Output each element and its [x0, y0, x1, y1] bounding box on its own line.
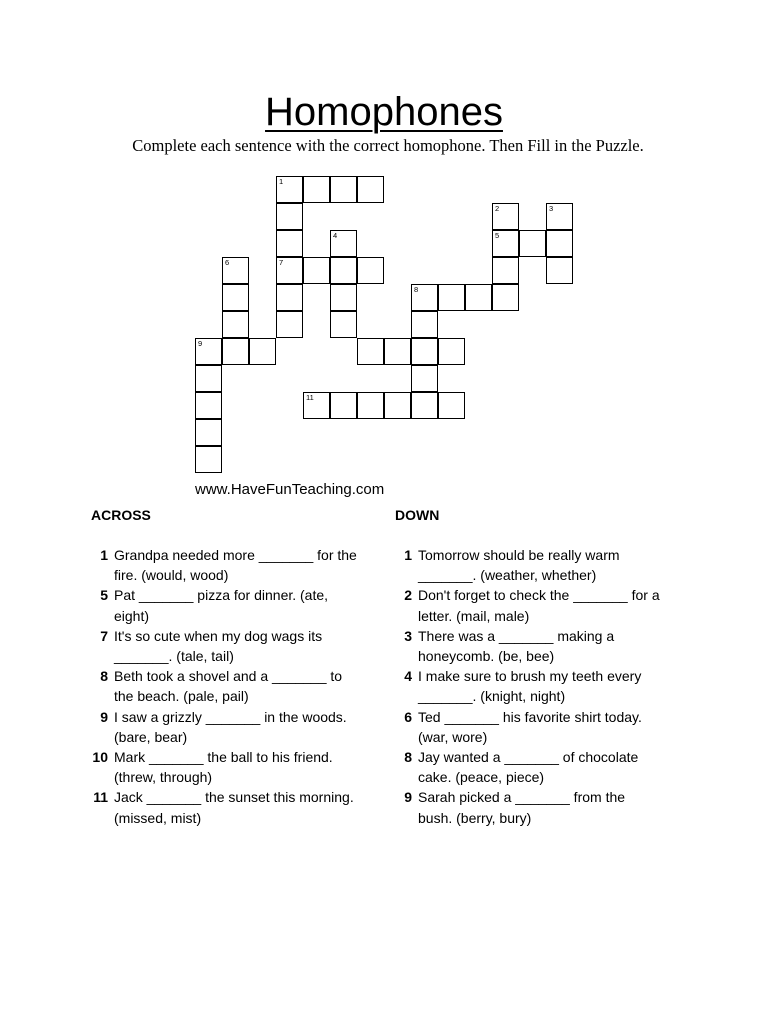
clue-text: Don't forget to check the _______ for a letter. (mail, male)	[418, 587, 660, 624]
puzzle-cell[interactable]	[195, 338, 222, 365]
across-clue-1	[88, 545, 358, 585]
puzzle-cell[interactable]	[357, 392, 384, 419]
clue-number: 2	[404, 587, 412, 604]
puzzle-cell[interactable]	[330, 311, 357, 338]
instructions: Complete each sentence with the correct homophone. Then Fill in the Puzzle.	[132, 136, 644, 155]
cell-number: 6	[225, 258, 230, 267]
puzzle-cell[interactable]	[546, 230, 573, 257]
down-clue-3	[392, 626, 662, 666]
puzzle-cell[interactable]	[357, 176, 384, 203]
puzzle-cell[interactable]	[276, 203, 303, 230]
puzzle-cell[interactable]	[357, 338, 384, 365]
cell-number: 5	[495, 231, 500, 240]
across-clue-10	[88, 747, 358, 787]
down-clue-list	[392, 545, 662, 828]
puzzle-cell[interactable]	[411, 338, 438, 365]
cell-number: 8	[414, 285, 419, 294]
puzzle-cell[interactable]	[276, 257, 303, 284]
puzzle-cell[interactable]	[411, 392, 438, 419]
puzzle-cell[interactable]	[195, 392, 222, 419]
puzzle-cell[interactable]	[411, 365, 438, 392]
clue-text: Jay wanted a _______ of chocolate cake. (peace, piece)	[418, 749, 639, 786]
puzzle-cell[interactable]	[492, 284, 519, 311]
clue-number: 9	[404, 789, 412, 806]
clue-text: Ted _______ his favorite shirt today. (war, wore)	[418, 708, 642, 745]
puzzle-cell[interactable]	[276, 176, 303, 203]
puzzle-cell[interactable]	[438, 392, 465, 419]
clue-text: Pat _______ pizza for dinner. (ate, eight)	[114, 587, 329, 624]
clue-text: Sarah picked a _______ from the bush. (berry, bury)	[418, 789, 626, 826]
across-clue-list	[88, 545, 358, 828]
puzzle-cell[interactable]	[222, 311, 249, 338]
clue-number: 10	[92, 749, 108, 766]
clue-number: 7	[100, 627, 108, 644]
puzzle-cell[interactable]	[222, 257, 249, 284]
clue-number: 1	[404, 547, 412, 563]
page-title: Homophones	[265, 90, 503, 134]
puzzle-cell[interactable]	[222, 338, 249, 365]
cell-number: 11	[306, 393, 314, 402]
puzzle-cell[interactable]	[330, 230, 357, 257]
puzzle-cell[interactable]	[492, 257, 519, 284]
puzzle-cell[interactable]	[249, 338, 276, 365]
clue-number: 6	[404, 708, 412, 725]
clue-number: 1	[100, 547, 108, 563]
puzzle-cell[interactable]	[276, 284, 303, 311]
down-heading: DOWN	[395, 507, 440, 523]
puzzle-cell[interactable]	[276, 311, 303, 338]
across-heading: ACROSS	[91, 507, 151, 523]
puzzle-cell[interactable]	[438, 284, 465, 311]
clue-text: Mark _______ the ball to his friend. (threw, through)	[114, 749, 333, 786]
puzzle-cell[interactable]	[303, 176, 330, 203]
clue-number: 8	[100, 668, 108, 685]
puzzle-cell[interactable]	[330, 392, 357, 419]
puzzle-cell[interactable]	[411, 284, 438, 311]
clue-text: Tomorrow should be really warm _______. (weather, whether)	[418, 547, 620, 584]
cell-number: 4	[333, 231, 338, 240]
puzzle-cell[interactable]	[357, 257, 384, 284]
clue-text: It's so cute when my dog wags its _______. (tale, tail)	[114, 627, 323, 665]
puzzle-cell[interactable]	[303, 257, 330, 284]
clue-text: Grandpa needed more _______ for the fire. (would, wood)	[114, 547, 357, 584]
down-clue-4	[392, 666, 662, 706]
clue-text: Beth took a shovel and a _______ to the beach. (pale, pail)	[114, 668, 343, 705]
clue-number: 9	[100, 708, 108, 725]
puzzle-cell[interactable]	[438, 338, 465, 365]
down-clue-1	[392, 545, 662, 585]
clue-text: There was a _______ making a honeycomb. (be, bee)	[418, 627, 615, 665]
puzzle-cell[interactable]	[465, 284, 492, 311]
clue-number: 5	[100, 587, 108, 604]
puzzle-cell[interactable]	[276, 230, 303, 257]
puzzle-cell[interactable]	[546, 257, 573, 284]
cell-number: 3	[549, 204, 554, 213]
clue-number: 3	[404, 627, 412, 644]
clue-text: Jack _______ the sunset this morning. (missed, mist)	[114, 789, 354, 826]
across-clue-8	[88, 666, 358, 706]
down-clue-9	[392, 787, 662, 827]
puzzle-cell[interactable]	[546, 203, 573, 230]
down-clue-2	[392, 585, 662, 625]
puzzle-cell[interactable]	[519, 230, 546, 257]
puzzle-cell[interactable]	[195, 419, 222, 446]
down-clue-8	[392, 747, 662, 787]
across-clue-5	[88, 585, 358, 625]
puzzle-cell[interactable]	[330, 176, 357, 203]
puzzle-cell[interactable]	[303, 392, 330, 419]
clue-number: 4	[404, 668, 412, 685]
puzzle-cell[interactable]	[384, 338, 411, 365]
puzzle-cell[interactable]	[492, 230, 519, 257]
website-link[interactable]: www.HaveFunTeaching.com	[195, 481, 385, 498]
puzzle-cell[interactable]	[330, 284, 357, 311]
puzzle-cell[interactable]	[411, 311, 438, 338]
across-clue-9	[88, 707, 358, 747]
puzzle-cell[interactable]	[330, 257, 357, 284]
cell-number: 1	[279, 177, 284, 186]
clue-number: 11	[93, 789, 108, 806]
clue-number: 8	[404, 749, 412, 766]
cell-number: 2	[495, 204, 500, 213]
puzzle-cell[interactable]	[384, 392, 411, 419]
across-clue-11	[88, 787, 358, 827]
clue-text: I make sure to brush my teeth every _______. (knight, night)	[418, 668, 642, 705]
puzzle-cell[interactable]	[492, 203, 519, 230]
puzzle-cell[interactable]	[222, 284, 249, 311]
clue-text: I saw a grizzly _______ in the woods. (bare, bear)	[114, 708, 347, 745]
puzzle-cell[interactable]	[195, 446, 222, 473]
puzzle-cell[interactable]	[195, 365, 222, 392]
across-clue-7	[88, 626, 358, 666]
down-clue-6	[392, 707, 662, 747]
cell-number: 7	[279, 258, 284, 267]
cell-number: 9	[198, 339, 203, 348]
